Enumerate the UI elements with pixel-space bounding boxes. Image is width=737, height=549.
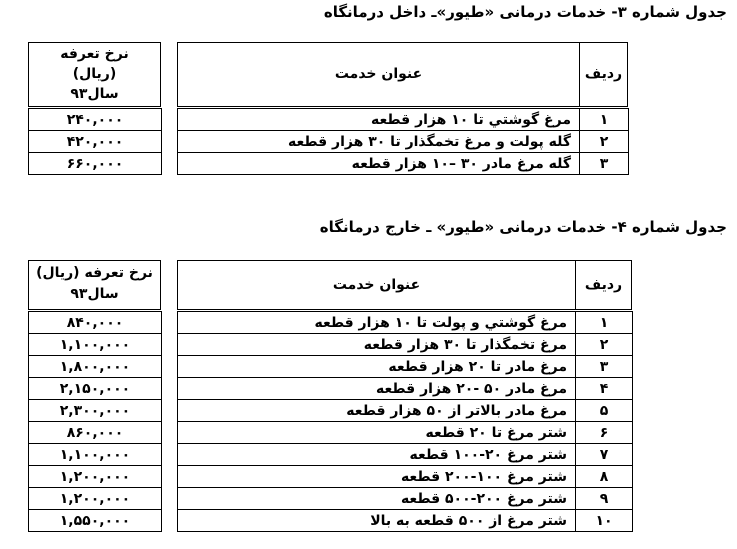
table-row [29,510,633,532]
table-row [29,356,633,378]
table3-header-index [579,42,628,107]
service-cell: مرغ مادر ۵۰ -۲۰ هزار قطعه [178,378,576,400]
service-cell: مرغ گوشتي تا ۱۰ هزار قطعه [178,109,580,131]
gap-cell [162,153,178,175]
table-row [29,422,633,444]
table-row [29,466,633,488]
table-row [29,400,633,422]
index-cell: ۹ [576,488,633,510]
rate-cell: ۱,۸۰۰,۰۰۰ [29,356,162,378]
rate-cell: ۱,۱۰۰,۰۰۰ [29,444,162,466]
table3-header-service [177,42,580,107]
index-cell: ۲ [580,131,629,153]
table4-header-service-label: عنوان خدمت [332,277,421,293]
rate-cell: ۸۶۰,۰۰۰ [29,422,162,444]
table3-title: جدول شماره ۳- خدمات درمانی «طیور»ـ داخل درمانگاه [323,3,727,21]
table-row [29,109,629,131]
gap-cell [162,400,178,422]
table3-header-rate-line2: (ریال) [72,66,117,82]
index-cell: ۲ [576,334,633,356]
rate-cell: ۴۲۰,۰۰۰ [29,131,162,153]
table-row [29,444,633,466]
table4-header-rate-line2: سال۹۳ [70,286,119,302]
table4-header-rate-line1: نرخ تعرفه (ریال) [36,265,153,281]
gap-cell [162,356,178,378]
service-cell: شتر مرغ تا ۲۰ قطعه [178,422,576,444]
rate-cell: ۲,۱۵۰,۰۰۰ [29,378,162,400]
table-row [29,153,629,175]
rate-cell: ۲۴۰,۰۰۰ [29,109,162,131]
rate-cell: ۱,۲۰۰,۰۰۰ [29,466,162,488]
index-cell: ۵ [576,400,633,422]
rate-cell: ۱,۲۰۰,۰۰۰ [29,488,162,510]
service-cell: شتر مرغ ۲۰۰-۵۰۰ قطعه [178,488,576,510]
index-cell: ۸ [576,466,633,488]
table-row [29,131,629,153]
table4-header-index [575,260,632,310]
service-cell: شتر مرغ از ۵۰۰ قطعه به بالا [178,510,576,532]
gap-cell [162,378,178,400]
index-cell: ۳ [576,356,633,378]
table-row [29,378,633,400]
gap-cell [162,444,178,466]
service-cell: مرغ مادر تا ۲۰ هزار قطعه [178,356,576,378]
table4-body [28,311,633,532]
gap-cell [162,109,178,131]
table3-header-rate [28,42,161,107]
table3-header-rate-line3: سال۹۳ [70,86,119,102]
index-cell: ۳ [580,153,629,175]
service-cell: گله مرغ مادر ۳۰ –۱۰ هزار قطعه [178,153,580,175]
table4-header-service [177,260,576,310]
gap-cell [162,334,178,356]
gap-cell [162,422,178,444]
rate-cell: ۶۶۰,۰۰۰ [29,153,162,175]
table-row [29,488,633,510]
table3-body [28,108,629,175]
service-cell: گله پولت و مرغ تخمگذار تا ۳۰ هزار قطعه [178,131,580,153]
service-cell: مرغ گوشتي و پولت تا ۱۰ هزار قطعه [178,312,576,334]
index-cell: ۱ [576,312,633,334]
table3-header-service-label: عنوان خدمت [334,66,423,82]
index-cell: ۱۰ [576,510,633,532]
service-cell: مرغ مادر بالاتر از ۵۰ هزار قطعه [178,400,576,422]
table4-header-rate [28,260,161,310]
index-cell: ۴ [576,378,633,400]
gap-cell [162,312,178,334]
rate-cell: ۱,۵۵۰,۰۰۰ [29,510,162,532]
gap-cell [162,510,178,532]
rate-cell: ۲,۳۰۰,۰۰۰ [29,400,162,422]
service-cell: شتر مرغ ۱۰۰-۲۰۰ قطعه [178,466,576,488]
rate-cell: ۱,۱۰۰,۰۰۰ [29,334,162,356]
table4-title: جدول شماره ۴- خدمات درمانی «طیور» ـ خارج درمانگاه [319,218,727,236]
service-cell: مرغ تخمگذار تا ۳۰ هزار قطعه [178,334,576,356]
rate-cell: ۸۴۰,۰۰۰ [29,312,162,334]
index-cell: ۶ [576,422,633,444]
table-row [29,312,633,334]
index-cell: ۷ [576,444,633,466]
gap-cell [162,488,178,510]
gap-cell [162,466,178,488]
table3-header-rate-line1: نرخ تعرفه [60,46,129,62]
table4-header-index-label: ردیف [584,277,623,293]
service-cell: شتر مرغ ۲۰-۱۰۰ قطعه [178,444,576,466]
table3-header-index-label: ردیف [584,66,623,82]
gap-cell [162,131,178,153]
index-cell: ۱ [580,109,629,131]
table-row [29,334,633,356]
